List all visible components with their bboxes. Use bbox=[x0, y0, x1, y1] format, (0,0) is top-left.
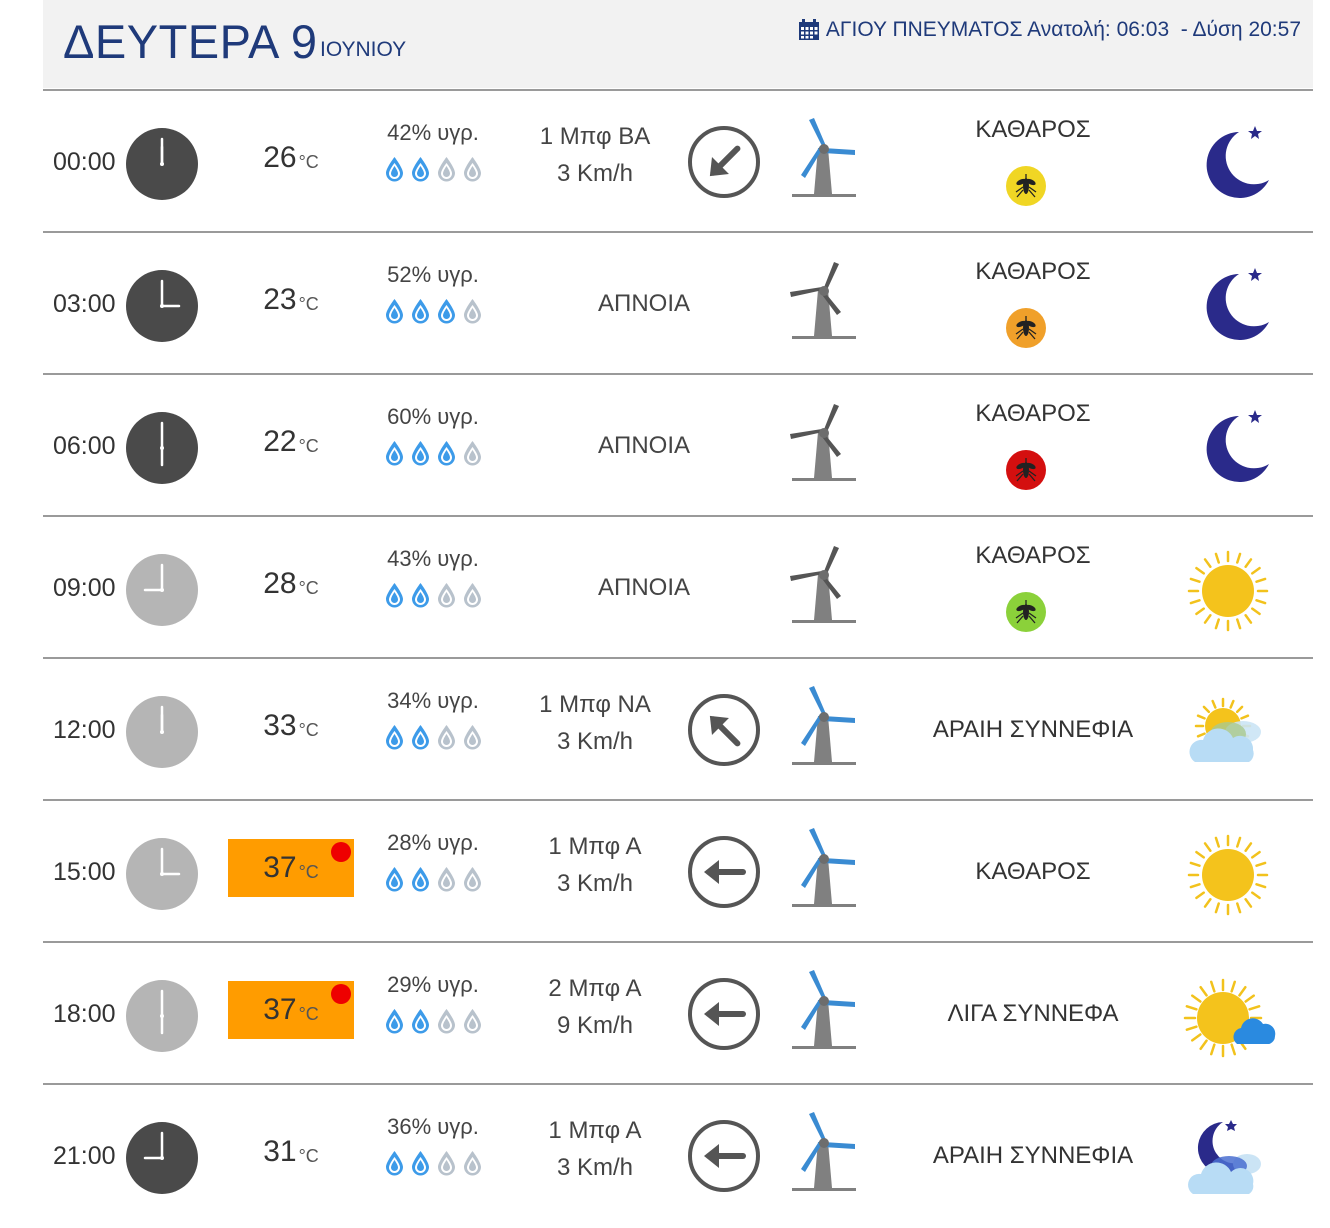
wind-turbine-icon bbox=[789, 680, 861, 771]
forecast-row bbox=[43, 92, 1313, 234]
wind-calm: ΑΠΝΟΙΑ bbox=[597, 574, 690, 601]
humidity-drops bbox=[373, 582, 493, 613]
wind-direction-arrow-icon bbox=[687, 835, 761, 914]
row-divider bbox=[43, 231, 1313, 233]
weather-condition: ΚΑΘΑΡΟΣ bbox=[975, 258, 1091, 285]
temperature-value: 37 bbox=[263, 993, 297, 1026]
clock-icon bbox=[126, 270, 198, 347]
temperature-value: 33 bbox=[263, 709, 297, 742]
wind-turbine-icon bbox=[789, 396, 861, 487]
temperature-unit: °C bbox=[298, 435, 319, 456]
humidity bbox=[373, 688, 493, 755]
wind-turbine-icon bbox=[789, 254, 861, 345]
humidity-drops bbox=[373, 1150, 493, 1181]
forecast-row bbox=[43, 1086, 1313, 1228]
humidity-drop-icon bbox=[436, 866, 457, 897]
humidity-drop-icon bbox=[410, 866, 431, 897]
humidity-drops bbox=[373, 298, 493, 329]
weather-condition: ΚΑΘΑΡΟΣ bbox=[975, 858, 1091, 885]
humidity-drop-icon bbox=[462, 156, 483, 187]
humidity-text: 42% υγρ. bbox=[387, 120, 479, 145]
humidity-drop-icon bbox=[410, 1008, 431, 1039]
sunrise-sunset-info bbox=[798, 18, 1301, 42]
humidity-drop-icon bbox=[384, 1008, 405, 1039]
humidity-drops bbox=[373, 440, 493, 471]
clock-icon bbox=[126, 696, 198, 773]
humidity-drop-icon bbox=[436, 156, 457, 187]
clock-icon bbox=[126, 980, 198, 1057]
humidity-drop-icon bbox=[384, 866, 405, 897]
weather-condition: ΚΑΘΑΡΟΣ bbox=[975, 542, 1091, 569]
clock-icon bbox=[126, 128, 198, 205]
forecast-row bbox=[43, 944, 1313, 1086]
humidity-drop-icon bbox=[410, 440, 431, 471]
sun-icon bbox=[1183, 546, 1273, 641]
forecast-row bbox=[43, 802, 1313, 944]
temperature bbox=[228, 271, 354, 329]
humidity-text: 36% υγρ. bbox=[387, 1114, 479, 1139]
wind-speed: 9 Km/h bbox=[556, 1012, 634, 1039]
row-divider bbox=[43, 657, 1313, 659]
humidity bbox=[373, 972, 493, 1039]
wind-speed: 3 Km/h bbox=[556, 870, 634, 897]
row-divider bbox=[43, 373, 1313, 375]
temperature bbox=[228, 1123, 354, 1181]
calendar-icon bbox=[798, 19, 820, 41]
clock-icon bbox=[126, 412, 198, 489]
row-time: 06:00 bbox=[53, 432, 116, 460]
wind-calm: ΑΠΝΟΙΑ bbox=[597, 290, 690, 317]
temperature bbox=[228, 697, 354, 755]
wind-info bbox=[525, 1112, 665, 1186]
day-title: ΔΕΥΤΕΡΑ 9 bbox=[63, 15, 318, 68]
wind-beaufort: 2 Μπφ Α bbox=[548, 975, 642, 1002]
humidity-drop-icon bbox=[436, 1150, 457, 1181]
moon-icon bbox=[1183, 404, 1273, 499]
sun-cloud-icon bbox=[1183, 972, 1279, 1073]
humidity-drop-icon bbox=[462, 724, 483, 755]
weather-condition: ΚΑΘΑΡΟΣ bbox=[975, 400, 1091, 427]
mosquito-icon bbox=[1006, 450, 1046, 490]
temperature-unit: °C bbox=[298, 861, 319, 882]
temperature-unit: °C bbox=[298, 577, 319, 598]
wind-turbine-icon bbox=[789, 964, 861, 1055]
wind-info bbox=[525, 970, 665, 1044]
wind-beaufort: 1 Μπφ Α bbox=[548, 833, 642, 860]
humidity-drops bbox=[373, 1008, 493, 1039]
humidity-text: 29% υγρ. bbox=[387, 972, 479, 997]
mosquito-icon bbox=[1006, 166, 1046, 206]
mosquito-icon bbox=[1006, 592, 1046, 632]
humidity-drop-icon bbox=[462, 582, 483, 613]
humidity-drop-icon bbox=[384, 582, 405, 613]
temperature bbox=[228, 129, 354, 187]
row-time: 15:00 bbox=[53, 858, 116, 886]
humidity bbox=[373, 830, 493, 897]
weather-condition: ΚΑΘΑΡΟΣ bbox=[975, 116, 1091, 143]
row-divider bbox=[43, 515, 1313, 517]
humidity bbox=[373, 262, 493, 329]
heat-warning-dot-icon bbox=[331, 984, 351, 1004]
temperature bbox=[228, 555, 354, 613]
wind-beaufort: 1 Μπφ ΝΑ bbox=[539, 691, 651, 718]
row-divider bbox=[43, 941, 1313, 943]
wind-direction-arrow-icon bbox=[687, 1119, 761, 1198]
weather-condition: ΑΡΑΙΗ ΣΥΝΝΕΦΙΑ bbox=[932, 1142, 1134, 1169]
humidity-drop-icon bbox=[410, 298, 431, 329]
humidity-drop-icon bbox=[384, 440, 405, 471]
humidity-drop-icon bbox=[384, 156, 405, 187]
moon-clouds-icon bbox=[1183, 1114, 1273, 1209]
weather-condition: ΑΡΑΙΗ ΣΥΝΝΕΦΙΑ bbox=[932, 716, 1134, 743]
humidity-drop-icon bbox=[462, 866, 483, 897]
row-divider bbox=[43, 1083, 1313, 1085]
temperature-value: 23 bbox=[263, 283, 297, 316]
row-time: 09:00 bbox=[53, 574, 116, 602]
humidity-drops bbox=[373, 866, 493, 897]
wind-info bbox=[525, 686, 665, 760]
clock-icon bbox=[126, 1122, 198, 1199]
wind-speed: 3 Km/h bbox=[556, 728, 634, 755]
humidity-drop-icon bbox=[410, 1150, 431, 1181]
temperature-value: 28 bbox=[263, 567, 297, 600]
humidity-drop-icon bbox=[462, 440, 483, 471]
temperature-unit: °C bbox=[298, 293, 319, 314]
wind-direction-arrow-icon bbox=[687, 693, 761, 772]
sun-info-text: ΑΓΙΟΥ ΠΝΕΥΜΑΤΟΣ Ανατολή: 06:03 - Δύση 20:57 bbox=[825, 18, 1301, 41]
forecast-row bbox=[43, 234, 1313, 376]
sun-clouds-icon bbox=[1183, 688, 1273, 783]
wind-info bbox=[525, 828, 665, 902]
temperature bbox=[228, 981, 354, 1039]
humidity-drops bbox=[373, 724, 493, 755]
wind-speed: 3 Km/h bbox=[556, 1154, 634, 1181]
humidity-drop-icon bbox=[384, 1150, 405, 1181]
row-time: 12:00 bbox=[53, 716, 116, 744]
humidity-drop-icon bbox=[410, 582, 431, 613]
wind-speed: 3 Km/h bbox=[556, 160, 634, 187]
temperature bbox=[228, 413, 354, 471]
temperature-value: 37 bbox=[263, 851, 297, 884]
temperature-unit: °C bbox=[298, 1003, 319, 1024]
wind-turbine-icon bbox=[789, 538, 861, 629]
month-label: ΙΟΥΝΙΟΥ bbox=[320, 38, 407, 61]
moon-icon bbox=[1183, 262, 1273, 357]
forecast-row bbox=[43, 518, 1313, 660]
temperature-value: 22 bbox=[263, 425, 297, 458]
temperature-unit: °C bbox=[298, 151, 319, 172]
humidity bbox=[373, 404, 493, 471]
clock-icon bbox=[126, 554, 198, 631]
row-divider bbox=[43, 799, 1313, 801]
forecast-row bbox=[43, 376, 1313, 518]
humidity-text: 60% υγρ. bbox=[387, 404, 479, 429]
temperature bbox=[228, 839, 354, 897]
wind-direction-arrow-icon bbox=[687, 125, 761, 204]
clock-icon bbox=[126, 838, 198, 915]
row-time: 00:00 bbox=[53, 148, 116, 176]
moon-icon bbox=[1183, 120, 1273, 215]
humidity-drop-icon bbox=[436, 1008, 457, 1039]
humidity-drop-icon bbox=[384, 298, 405, 329]
humidity-drop-icon bbox=[384, 724, 405, 755]
humidity bbox=[373, 1114, 493, 1181]
humidity-drop-icon bbox=[410, 724, 431, 755]
wind-calm: ΑΠΝΟΙΑ bbox=[597, 432, 690, 459]
wind-turbine-icon bbox=[789, 112, 861, 203]
wind-info bbox=[525, 118, 665, 192]
weather-condition: ΛΙΓΑ ΣΥΝΝΕΦΑ bbox=[947, 1000, 1119, 1027]
temperature-value: 31 bbox=[263, 1135, 297, 1168]
humidity bbox=[373, 120, 493, 187]
wind-beaufort: 1 Μπφ Α bbox=[548, 1117, 642, 1144]
humidity-drop-icon bbox=[436, 724, 457, 755]
humidity-drop-icon bbox=[462, 1150, 483, 1181]
humidity-drop-icon bbox=[462, 298, 483, 329]
wind-direction-arrow-icon bbox=[687, 977, 761, 1056]
humidity-drop-icon bbox=[436, 440, 457, 471]
temperature-value: 26 bbox=[263, 141, 297, 174]
sun-icon bbox=[1183, 830, 1273, 925]
temperature-unit: °C bbox=[298, 719, 319, 740]
row-divider bbox=[43, 89, 1313, 91]
humidity-text: 34% υγρ. bbox=[387, 688, 479, 713]
humidity-drop-icon bbox=[436, 298, 457, 329]
humidity-drops bbox=[373, 156, 493, 187]
humidity-text: 43% υγρ. bbox=[387, 546, 479, 571]
humidity bbox=[373, 546, 493, 613]
humidity-drop-icon bbox=[462, 1008, 483, 1039]
day-header bbox=[43, 0, 1313, 88]
forecast-row bbox=[43, 660, 1313, 802]
humidity-drop-icon bbox=[436, 582, 457, 613]
mosquito-icon bbox=[1006, 308, 1046, 348]
wind-beaufort: 1 Μπφ ΒΑ bbox=[539, 123, 651, 150]
wind-turbine-icon bbox=[789, 822, 861, 913]
row-time: 18:00 bbox=[53, 1000, 116, 1028]
row-time: 03:00 bbox=[53, 290, 116, 318]
humidity-text: 28% υγρ. bbox=[387, 830, 479, 855]
humidity-drop-icon bbox=[410, 156, 431, 187]
temperature-unit: °C bbox=[298, 1145, 319, 1166]
heat-warning-dot-icon bbox=[331, 842, 351, 862]
humidity-text: 52% υγρ. bbox=[387, 262, 479, 287]
row-time: 21:00 bbox=[53, 1142, 116, 1170]
wind-turbine-icon bbox=[789, 1106, 861, 1197]
